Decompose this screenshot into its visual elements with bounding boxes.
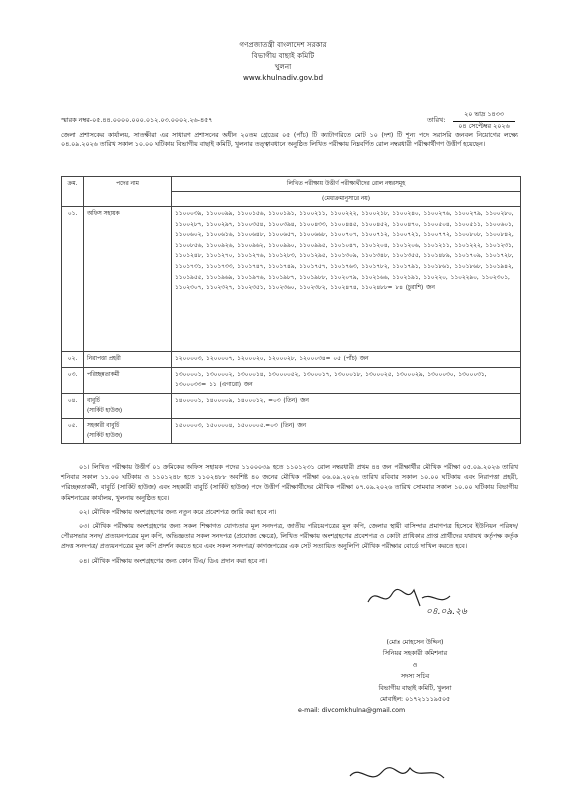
notes-section bbox=[61, 463, 518, 571]
header-rolls: লিখিত পরীক্ষায় উত্তীর্ণ পরীক্ষার্থীদের রোল নম্বরসমূহ bbox=[172, 177, 521, 192]
note-item: ০১। লিখিত পরীক্ষায় উত্তীর্ণ ০১ ক্রমিকের অফিস সহায়ক পদের ১১০০০৩৯ হতে ১১০১২৩১ রোল নম্বরধারী প্রথম ৪৪ জন পরীক্ষার্থীর মৌখিক পরীক্ষা ০৫.০৯.২০২৬ তারিখ শনিবার সকাল ১১.০০ ঘটিকায় ও ১১০১২৪৮ হতে ১১০২৪৮৮ অবশিষ্ট ৪০ জনের মৌখিক পরীক্ষা ০৬.০৯.২০২৬ তারিখ রবিবার সকাল ১০.০০ ঘটিকায় এবং নিরাপত্তা প্রহরী, পরিচ্ছন্নতাকর্মী, বাবুর্চি (সার্কিট হাউজ) এবং সহকারী বাবুর্চি (সার্কিট হাউজ) পদে উত্তীর্ণ পরীক্ষার্থীদের মৌখিক পরীক্ষা ০৭.০৯.২০২৬ তারিখ সোমবার সকাল ১০.০০ ঘটিকায় বিভাগীয় কমিশনারের কার্যালয়, খুলনায় অনুষ্ঠিত হবে। bbox=[61, 464, 518, 502]
row-post-cell bbox=[84, 418, 172, 443]
signatory-role: সদস্য সচিব bbox=[400, 673, 430, 681]
header-city: খুলনা bbox=[274, 62, 292, 71]
table-header-row bbox=[62, 177, 521, 192]
table-row bbox=[62, 207, 521, 352]
row-post: নিরাপত্তা প্রহরী bbox=[84, 352, 172, 368]
row-post-sub: (সার্কিট হাউজ) bbox=[87, 407, 123, 414]
results-table bbox=[61, 176, 521, 444]
header-committee: বিভাগীয় বাছাই কমিটি bbox=[251, 51, 315, 60]
bottom-handwriting bbox=[340, 758, 470, 790]
row-post-cell bbox=[84, 393, 172, 418]
signature-area bbox=[348, 582, 498, 617]
header-post: পদের নাম bbox=[84, 177, 172, 207]
header-subnote: (মেধাক্রমানুসারে নয়) bbox=[172, 192, 521, 207]
signatory-conjunction: ও bbox=[412, 661, 418, 669]
date-bangla: ২০ ভাদ্র ১৪৩৩ bbox=[453, 109, 515, 122]
note-item: ০৪। মৌখিক পরীক্ষায় অংশগ্রহণের জন্য কোন টিএ/ ডিএ প্রদান করা হবে না। bbox=[79, 557, 268, 565]
signatory-name: (মোঃ মোহসেন উদ্দিন) bbox=[386, 639, 444, 646]
signatory-office: বিভাগীয় বাছাই কমিটি, খুলনা bbox=[378, 684, 452, 692]
row-serial: ০৪. bbox=[62, 393, 84, 418]
signature-date: ০৪.০৯.২৬ bbox=[426, 607, 467, 617]
row-post: অফিস সহায়ক bbox=[84, 207, 172, 352]
signature-block bbox=[290, 637, 540, 717]
signatory-designation: সিনিয়র সহকারী কমিশনার bbox=[382, 650, 448, 658]
header-website: www.khulnadiv.gov.bd bbox=[242, 73, 324, 82]
signature-scribble bbox=[348, 582, 498, 612]
table-row bbox=[62, 367, 521, 393]
memo-number: স্মারক নম্বর-০৫.৪৪.০০০০.০০০.০১২.০৩.০০০২.২৬-৪৫৭ bbox=[61, 116, 213, 124]
note-item: ০২। মৌখিক পরীক্ষায় অংশগ্রহণের জন্য নতুন করে প্রবেশপত্র জারি করা হবে না। bbox=[79, 508, 277, 516]
signatory-mobile: মোবাইল: ০১৭২১১১৯৫০৫ bbox=[379, 696, 451, 704]
row-post: বাবুর্চি bbox=[87, 397, 100, 404]
date-english: ০৪ সেপ্টেম্বর ২০২৬ bbox=[458, 122, 510, 130]
row-rolls: ১৪০০০০১, ১৪০০০০৯, ১৪০০০১২, =০৩ (তিন) জন bbox=[172, 393, 521, 418]
row-serial: ০৫. bbox=[62, 418, 84, 443]
row-serial: ০১. bbox=[62, 207, 84, 352]
row-rolls: ১৫০০০০৩, ১৫০০০০৪, ১৫০০০০৫.=০৩ (তিন) জন bbox=[172, 418, 521, 443]
table-row bbox=[62, 352, 521, 368]
date-label: তারিখ: bbox=[427, 116, 446, 124]
row-post: সহকারী বাবুর্চি bbox=[87, 422, 120, 429]
row-rolls: ১২০০০০৩, ১২০০০০৭, ১২০০০২০, ১২০০০২৮, ১২০০০৩৪= ০৫ (পাঁচ) জন bbox=[172, 352, 521, 368]
note-item: ০৩। মৌখিক পরীক্ষায় অংশগ্রহণের জন্য সকল শিক্ষাগত যোগ্যতার মূল সনদপত্র, জাতীয় পরিচয়পত্রের মূল কপি, জেলার স্থায়ী বাসিন্দার প্রমাণপত্র হিসেবে ইউনিয়ন পরিষদ/ পৌরসভার সনদ/ প্রত্যয়নপত্রের মূল কপি, অভিজ্ঞতার সকল সনদপত্র (প্রযোজ্য ক্ষেত্রে), লিখিত পরীক্ষায় অংশগ্রহণের প্রবেশপত্র ও কোটা প্রাধিকার প্রাপ্ত প্রার্থীদের যথাযথ কর্তৃপক্ষ কর্তৃক প্রদত্ত সনদপত্র/ প্রত্যয়নপত্রের মূল কপি প্রদর্শন করতে হবে এবং সকল সনদপত্র/ কাগজপত্রের এক সেট সত্যায়িত অনুলিপি মৌখিক পরীক্ষার বোর্ডে দাখিল করতে হবে। bbox=[61, 523, 518, 551]
row-rolls: ১৩০০০০১, ১৩০০০০২, ১৩০০০১৪, ১৩০০০০৫২, ১৩০০০১৭, ১৩০০০১৮, ১৩০০০২৫, ১৩০০০২৯, ১৩০০০৩০, ১৩০০০৩১, ১৩০০০৩৩= ১১ (এগারো) জন bbox=[172, 367, 521, 393]
intro-paragraph: জেলা প্রশাসকের কার্যালয়, সাতক্ষীরা এর সাধারণ প্রশাসনের অধীন ২০তম গ্রেডের ০৫ (পাঁচ) টি ক্যাটাগরিতে মোট ১০ (দশ) টি শূন্য পদে সরাসরি জনবল নিয়োগের লক্ষ্যে ০৪.০৯.২০২৬ তারিখ সকাল ১০.০০ ঘটিকায় বিভাগীয় বাছাই কমিটি, খুলনার তত্ত্বাবধানে অনুষ্ঠিত লিখিত পরীক্ষায় নিম্নবর্ণিত রোল নম্বরধারী পরীক্ষার্থীগণ উত্তীর্ণ হয়েছেন। bbox=[61, 132, 518, 149]
row-serial: ০২. bbox=[62, 352, 84, 368]
signatory-email: e-mail: divcomkhulna@gmail.com bbox=[298, 707, 406, 715]
row-serial: ০৩. bbox=[62, 367, 84, 393]
header-serial: ক্রম. bbox=[62, 177, 84, 207]
header-government: গণপ্রজাতন্ত্রী বাংলাদেশ সরকার bbox=[239, 40, 327, 49]
table-row bbox=[62, 393, 521, 418]
row-rolls: ১১০০০৩৯, ১১০০০৯৯, ১১০০১৫৬, ১১০০১৯১, ১১০০২১১, ১১০০২২২, ১১০০২১৮, ১১০০২৪০, ১১০০২৭৬, ১১০০২৭৯, ১১০০২৮০, ১১০০২৮৭, ১১০০২৯৭, ১১০০৩৫৪, ১১০০৩৯৪, ১১০০৪৩৩, ১১০০৪৪৫, ১১০০৪৫২, ১১০০৪৭০, ১১০০৫০৪, ১১০০৫১১, ১১০০৬০১, ১১০০৬০২, ১১০০৬১৬, ১১০০৬৪৮, ১১০০৬৫৭, ১১০০৬৬৮, ১১০০৭০৭, ১১০০৭১২, ১১০০৭২১, ১১০০৭৭২, ১১০০৮০৮, ১১০০৮৪২, ১১০০৮৫৬, ১১০০৯২৬, ১১০০৯৬২, ১১০০৯৯০, ১১০০৯৯৫, ১১০১০৪৭, ১১০১২০৪, ১১০১২০৬, ১১০১২১১, ১১০১২২২, ১১০১২৩১, ১১০১২৪৮, ১১০১২৭০, ১১০১২৭৬, ১১০১২৮৩, ১১০১২৯৫, ১১০১৩০৯, ১১০১৩৪৮, ১১০১৩৫৫, ১১০১৪৮৯, ১১০১৭০৯, ১১০১৭২৮, ১১০১৭৩১, ১১০১৭৩৩, ১১০১৭৪৭, ১১০১৭৪৯, ১১০১৭৫৭, ১১০১৭৬৩, ১১০১৭৮২, ১১০১৭৯১, ১১০১৮৬১, ১১০১৮৬৮, ১১০১৯৪২, ১১০১৯৫৫, ১১০১৯৬৯, ১১০১৯৭৬, ১১০১৯৮৭, ১১০১৯৮৮, ১১০২০৭৯, ১১০২১৬৬, ১১০২১৯১, ১১০২২০, ১১০২২৯০, ১১০২৩০১, ১১০২৩০৭, ১১০২৩২৭, ১১০২৩৫১, ১১০২৩৬০, ১১০২৩৮২, ১১০২৪৭৪, ১১০২৪৮৮= ৮৪ (চুরাশি) জন bbox=[172, 207, 521, 352]
table-row bbox=[62, 418, 521, 443]
row-post-sub: (সার্কিট হাউজ) bbox=[87, 432, 123, 439]
row-post: পরিচ্ছন্নতাকর্মী bbox=[84, 367, 172, 393]
